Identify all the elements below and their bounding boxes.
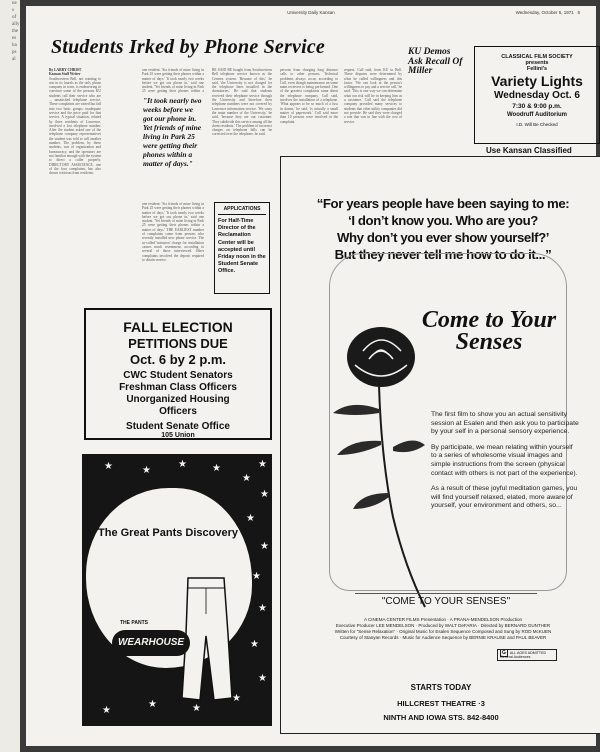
star-icon: ★ [246, 513, 255, 524]
ad-quote-line: Why don’t you ever show yourself?’ [336, 230, 550, 245]
ad-paragraph: By participate, we mean relating within yourself to a series of wholesome visual images and simple instructions from the screen (physical contact with others is not part of the experience). [431, 443, 578, 477]
fall-election-deadline: Oct. 6 by 2 p.m. [129, 352, 227, 367]
fall-election-offices [86, 370, 270, 418]
office-item: Freshman Class Officers [119, 382, 237, 393]
fall-election-room: 105 Union [161, 432, 195, 439]
ad-address: NINTH AND IOWA STS. 842-8400 [383, 713, 499, 722]
film-title: Variety Lights [491, 73, 583, 89]
wearhouse-tagline: THE PANTS [120, 620, 148, 626]
star-icon: ★ [258, 603, 267, 614]
ad-body-text [431, 411, 579, 518]
film-society-presents: presents [525, 60, 549, 66]
story-column-2-bottom: one resident. 'Six friends of mine living in Park 25 were getting their phones within a matter of days.' 'It took nearly two weeks before we got our phone in,' said one student. 'Yet friends of mine living in Park 25 were getting their phones within a matter of days.' THE EARLIEST number of complaints come from persons who recently installed new phone service. The so-called 'intrusion' charge for installation causes much resentment, according to several of those interviewed. Other complaints involved the deposit required to obtain service. [142, 202, 204, 262]
story-byline-role: Kansan Staff Writer [49, 72, 81, 77]
office-item: Officers [159, 406, 197, 417]
rose-icon [315, 317, 435, 617]
ad-quote-line: “For years people have been saying to me: [316, 196, 570, 211]
applications-title: APPLICATIONS [218, 206, 266, 215]
masthead-paper-name: University Daily Kansan [287, 10, 335, 15]
star-icon: ★ [102, 705, 111, 716]
credit-line: Written for "Sense Relaxation" · Original Music for Esalen Sequence Composed and Sung by ROD McKUEN [334, 629, 552, 634]
pull-quote: "It took nearly two weeks before we got our phone in. Yet friends of mine living in Park 25 were getting their phones within a matter of days." [143, 96, 202, 168]
office-item: Unorganized Housing [126, 394, 230, 405]
star-icon: ★ [178, 459, 187, 470]
pants-ad-title: The Great Pants Discovery [98, 527, 239, 539]
fall-election-office-name: Student Senate Office [126, 421, 230, 432]
film-director: Fellini's [526, 66, 548, 72]
office-item: CWC Student Senators [123, 370, 233, 381]
pants-discovery-ad [82, 454, 272, 726]
story-column-3: BE SAID BE bought from Southwestern Bell telephone service known as the Centrex system. 'Because of this,' he said, 'the University is not charged for the telephone lines installed in the dormitories.' He said that students received their telephone service through the University and therefore their telephone numbers were not covered by Lawrence information service. 'We carry the main number of the University,' he said, 'because they are our customer. They subdivide this service among all the dorm residents.' The problem of incorrect charges on telephone bills can be corrected over the telephone, he said. [212, 68, 272, 137]
star-icon: ★ [252, 571, 261, 582]
star-icon: ★ [148, 699, 157, 710]
previous-page-edge: ne s of ally the es ha ps al [0, 0, 20, 752]
story-column-1 [49, 68, 101, 304]
come-to-your-senses-ad [280, 156, 600, 734]
star-icon: ★ [232, 693, 241, 704]
masthead [26, 10, 596, 15]
ad-come-to-your-senses-title: Come to Your Senses [421, 307, 557, 355]
film-times: 7:30 & 9:00 p.m. [512, 103, 562, 110]
newspaper-page [26, 6, 596, 746]
ad-paragraph: The first film to show you an actual sensitivity session at Esalen and then ask you to participate by your self in a personal sensory experience. [431, 411, 579, 436]
star-icon: ★ [260, 541, 269, 552]
story-column-5: request. Cull said, from KU to Bell. These disputes were determined by what he called willingness and this factor. 'We can look at the person's willingness to pay and a service call,' he said. 'This is one way we can determine what our risk will be in keeping him as a customer.' Cull said the telephone company provided many services to students that other utility companies did not provide. He said they were charged a rate that was in line with the cost of service. [344, 68, 402, 124]
ad-paragraph: As a result of these joyful meditation games, you will find yourself relaxed, elated, more aware of yourself, your environment and others, so... [431, 485, 578, 510]
rating-code: G [502, 650, 506, 656]
masthead-date: Wednesday, October 6, 1971 5 [515, 10, 580, 15]
story-column-2-top: one resident. 'Six friends of mine living in Park 25 were getting their phones within a matter of days.' 'It took nearly two weeks before we got our phone in,' said one student. 'Yet friends of mine living in Park 25 were getting their phones within a [142, 68, 204, 94]
star-icon: ★ [250, 639, 259, 650]
ad-quote-line: But they never tell me how to do it...” [334, 247, 552, 262]
page-number: 5 [577, 10, 580, 15]
film-venue: Woodruff Auditorium [507, 112, 567, 118]
star-icon: ★ [142, 465, 151, 476]
wearhouse-logo [112, 630, 190, 656]
rating-text: ALL AGES ADMITTED General Audiences [500, 651, 547, 659]
applications-notice [214, 202, 270, 294]
star-icon: ★ [258, 673, 267, 684]
story-column-4: persons from charging long distance calls to other persons. Technical problems always occur, according to Cull, even though maintenance on some main receivers is being performed. One of the greatest complaints came about the telephone company. Cull said, involves the installation of a telephone. 'What appears to be so much of a fuss in dorms,' he said, 'is actually a small matter of paperwork.' Cull said more than 10 persons were involved in the complaint. [280, 68, 338, 124]
credit-line: A CINEMA CENTER FILMS Presentation · A PRANA-MENDELSON Production [363, 617, 523, 622]
star-icon: ★ [258, 459, 267, 470]
fall-election-line2: PETITIONS DUE [128, 336, 228, 351]
fall-election-line1: FALL ELECTION [123, 319, 233, 335]
story-byline: By LARRY CHRIST [49, 68, 82, 72]
star-icon: ★ [192, 703, 201, 714]
film-date: Wednesday Oct. 6 [494, 90, 580, 101]
ad-credits [295, 617, 591, 641]
ku-demos-headline: KU Demos Ask Recall Of Miller [408, 47, 463, 76]
star-icon: ★ [260, 489, 269, 500]
classified-promo: Use Kansan Classified [486, 146, 572, 155]
film-society-name: CLASSICAL FILM SOCIETY [501, 54, 573, 60]
star-icon: ★ [104, 461, 113, 472]
star-icon: ★ [242, 473, 251, 484]
rating-badge [497, 649, 557, 661]
fall-election-notice [84, 308, 272, 440]
story-column-1-text: Southwestern Bell, not wanting to rest in its laurels as the only phone company in town, is endeavoring to convince some of the persons KU students call their service who are ... unsatisfied telephone service. These complaints are varied but fall into two basic groups: inadequate service and the price paid for that service. A typical situation, related by three residents of Lawrence, involved a lost telephone number. After the student asked one of the telephone company representatives the student was told to call another number. The problem, by these students, was of organization and bureaucracy, and the operators are not familiar enough with the system to direct a caller properly. DIRECTORY ASSISTANCE, one of the four complaints, has also drawn criticism from residents. [49, 76, 101, 176]
credit-line: Courtesy of Stanyan Records · Music for Audience Sequence by BERNIE KRAUSE and PAUL BEAVER [339, 635, 547, 640]
credit-line: Executive Producer LEE MENDELSON · Produced by WALT DeFARIA · Directed by BERNARD GUNTHER [335, 623, 551, 628]
wearhouse-store-name: WEARHOUSE [117, 637, 185, 648]
ad-title-caption: "COME TO YOUR SENSES" [355, 593, 537, 607]
applications-body: For Half-Time Director of the Reclamation Center will be accepted until Friday noon in the Student Senate Office. [218, 218, 266, 275]
main-headline: Students Irked by Phone Service [51, 36, 325, 58]
ad-quote-line: ‘I don’t know you. Who are you? [348, 213, 538, 228]
ad-starts-today: STARTS TODAY [410, 683, 472, 692]
film-id-note: I.D. Will Be Checked [516, 122, 558, 127]
film-society-ad [474, 46, 600, 144]
star-icon: ★ [212, 463, 221, 474]
ad-theatre: HILLCREST THEATRE ·3 [397, 699, 485, 708]
